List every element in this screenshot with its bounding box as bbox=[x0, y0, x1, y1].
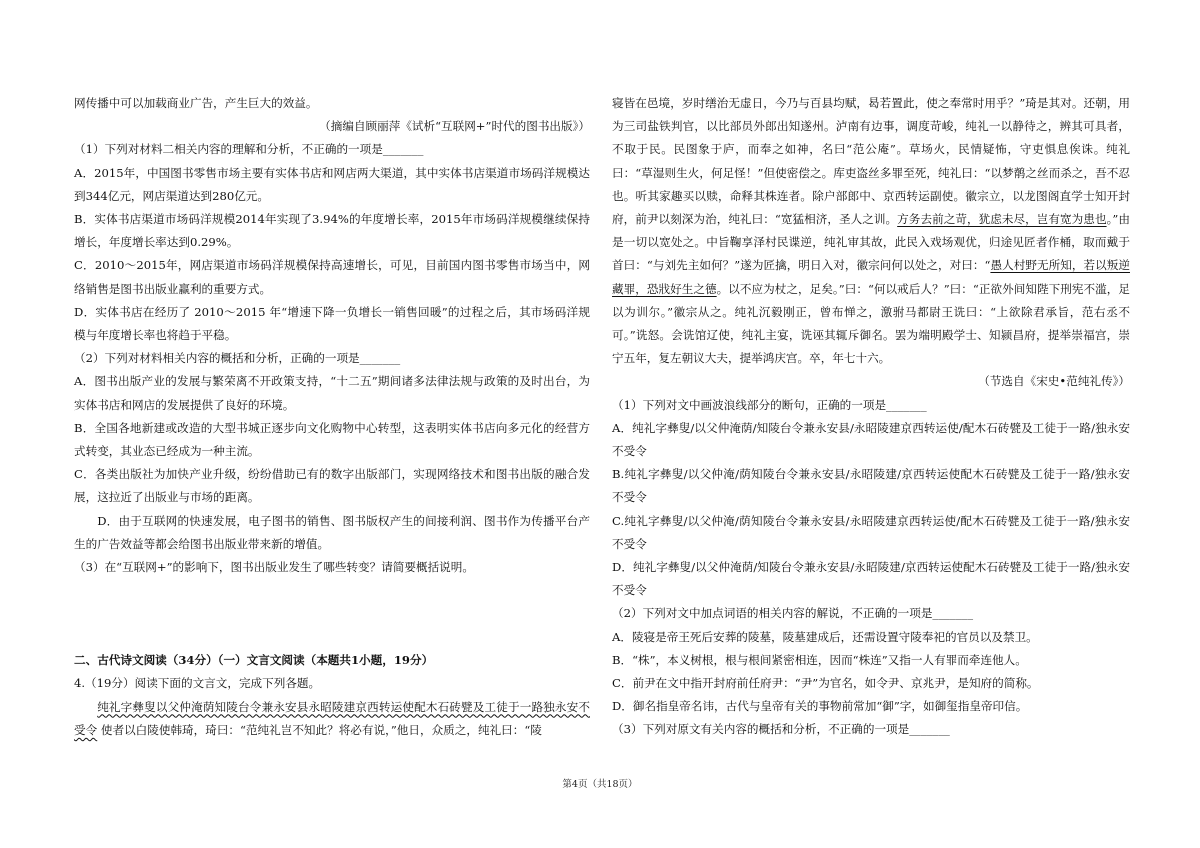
question-1: （1）下列对材料二相关内容的理解和分析，不正确的一项是_______ bbox=[74, 142, 424, 157]
classical-question-1: （1）下列对文中画波浪线部分的断句，正确的一项是_______ bbox=[612, 397, 927, 412]
question-2-option-c: C．各类出版社为加快产业升级，纷纷借助已有的数字出版部门，实现网络技术和图书出版的融合发展，这拉近了出版业与市场的距离。 bbox=[74, 467, 590, 505]
answer-space bbox=[74, 579, 590, 649]
question-2-option-b: B．全国各地新建或改造的大型书城正逐步向文化购物中心转型，这表明实体书店向多元化的经营方式转变，其业态已经成为一种主流。 bbox=[74, 420, 590, 459]
passage-part-3: 。以不应为杖之，足矣。”曰：“何以戒后人？”曰：“正欲外间知陛下刑宪不滥，足以为训尔。”徽宗从之。纯礼沉毅刚正，曾布惮之，激驸马都尉王诜曰：“上欲除君承旨，范右丞不可。”诜怒。会诜馆辽使，纯礼主宴，诜诬其辄斥御名。罢为端明殿学士、知颍昌府，提举崇福宫，崇宁五年，复左朝议大夫，提举鸿庆宫。卒，年七十六。 bbox=[612, 281, 1130, 366]
question-1-option-a: A．2015年，中国图书零售市场主要有实体书店和网店两大渠道，其中实体书店渠道市场码洋规模达到344亿元，网店渠道达到280亿元。 bbox=[74, 165, 590, 203]
page-number: 第4页（共18页） bbox=[562, 779, 638, 790]
right-column bbox=[612, 92, 1130, 742]
classical-question-1-option-c: C.纯礼字彝叟/以父仲淹/荫知陵台令兼永安县/永昭陵建京西转运使/配木石砖甓及工徒于一路/独永安不受令 bbox=[612, 513, 1130, 551]
question-1-option-c: C．2010～2015年，网店渠道市场码洋规模保持高速增长，可见，目前国内图书零售市场当中，网络销售是图书出版业赢利的重要方式。 bbox=[74, 258, 590, 296]
passage-body bbox=[612, 92, 1130, 370]
classical-question-2-option-d: D．御名指皇帝名讳，古代与皇帝有关的事物前常加“御”字，如御玺指皇帝印信。 bbox=[612, 699, 1028, 714]
classical-question-2: （2）下列对文中加点词语的相关内容的解说，不正确的一项是_______ bbox=[612, 606, 973, 621]
left-column bbox=[74, 92, 590, 742]
underlined-sentence-1: 方务去前之苛，犹虑未尽，岂有宽为患也 bbox=[897, 212, 1107, 227]
passage-source: （节选自《宋史•范纯礼传》） bbox=[978, 374, 1130, 389]
question-2: （2）下列对材料相关内容的概括和分析，正确的一项是_______ bbox=[74, 351, 401, 366]
classical-question-1-option-d: D．纯礼字彝叟/以父仲淹荫/知陵台令兼永安县/永昭陵建/京西转运使配木石砖甓及工徒于一路/独永安不受令 bbox=[612, 560, 1130, 598]
intro-text: 网传播中可以加载商业广告，产生巨大的效益。 bbox=[74, 96, 318, 110]
classical-question-2-option-c: C．前尹在文中指开封府前任府尹：“尹”为官名，如令尹、京兆尹，是知府的简称。 bbox=[612, 676, 1039, 691]
question-4: 4.（19分）阅读下面的文言文，完成下列各题。 bbox=[74, 676, 321, 691]
classical-question-2-option-b: B．“株”，本义树根，根与根间紧密相连，因而“株连”又指一人有罪而牵连他人。 bbox=[612, 652, 1027, 667]
classical-question-3: （3）下列对原文有关内容的概括和分析，不正确的一项是_______ bbox=[612, 722, 950, 737]
passage-continuation: 使者以白陵使韩琦，琦曰：“范纯礼岂不知此？将必有说，”他日，众质之，纯礼曰：“陵 bbox=[97, 722, 542, 737]
classical-question-1-option-b: B.纯礼字彝叟/以父仲淹/荫知陵台令兼永安县/永昭陵建/京西转运使配木石砖甓及工徒于一路/独永安不受令 bbox=[612, 467, 1130, 505]
classical-question-1-option-a: A．纯礼字彝叟/以父仲淹荫/知陵台令兼永安县/永昭陵建京西转运使/配木石砖甓及工徒于一路/独永安不受令 bbox=[612, 420, 1130, 459]
passage-part-1: 寝皆在邑境，岁时缮治无虚日，今乃与百县均赋，曷若置此，使之奉常时用乎？”琦是其对。还朝，用为三司盐铁判官，以比部员外郎出知遂州。泸南有边事，调度苛峻，纯礼一以静待之，辨其可具者，不取于民。民图象于庐，而奉之如神，名曰“范公庵”。草场火，民情疑怖，守吏惧息俟诛。纯礼曰：“草湿则生火，何足怪！”但使密偿之。库吏盗丝多罪至死，纯礼曰：“以梦鹡之丝而杀之，吾不忍也。听其家趣买以赎，命释其株连者。除户部郎中、京西转运副使。徽宗立，以龙图阁直学士知开封府，前尹以刻深为治，纯礼曰：“宽猛相济，圣人之训。 bbox=[612, 96, 1130, 227]
question-3: （3）在“互联网+”的影响下，图书出版业发生了哪些转变？请简要概括说明。 bbox=[74, 560, 474, 575]
passage-part-2: 。”由是一切以宽处之。中旨鞠享泽村民谍逆，纯礼审其故，此民入戏场观优，归途见匠者作桶，取而戴于首曰：“与刘先主如何？”遂为匠擒，明日入对，徽宗问何以处之，对曰：“ bbox=[612, 212, 1130, 273]
question-1-option-b: B．实体书店渠道市场码洋规模2014年实现了3.94%的年度增长率，2015年市场码洋规模继续保持增长，年度增长率达到0.29%。 bbox=[74, 212, 590, 250]
classical-question-2-option-a: A．陵寝是帝王死后安葬的陵墓，陵墓建成后，还需设置守陵奉祀的官员以及禁卫。 bbox=[612, 629, 1038, 644]
question-1-option-d: D．实体书店在经历了 2010～2015 年“增速下降一负增长一销售回暖”的过程之后，其市场码洋规模与年度增长率也将趋于平稳。 bbox=[74, 304, 590, 343]
classical-passage bbox=[74, 696, 590, 742]
question-2-option-a: A．图书出版产业的发展与繁荣离不开政策支持，“十二五”期间诸多法律法规与政策的及时出台，为实体书店和网店的发展提供了良好的环境。 bbox=[74, 374, 590, 412]
wavy-underlined-text: 纯礼字彝叟以父仲淹荫知陵台令兼永安县永昭陵建京西转运使配木石砖甓及工徒于一路独永安不受令 bbox=[74, 699, 590, 737]
underlined-sentence-2: 愚人村野无所知，若以叛逆藏罪，恐戕好生之德 bbox=[612, 258, 1130, 296]
section-heading: 二、古代诗文阅读（34分）（一）文言文阅读（本题共1小题，19分） bbox=[74, 653, 434, 668]
question-2-option-d: D．由于互联网的快速发展，电子图书的销售、图书版权产生的间接利润、图书作为传播平台产生的广告效益等都会给图书出版业带来新的增值。 bbox=[74, 513, 590, 551]
source-citation: （摘编自顾丽萍《试析“互联网+”时代的图书出版》） bbox=[319, 119, 590, 134]
